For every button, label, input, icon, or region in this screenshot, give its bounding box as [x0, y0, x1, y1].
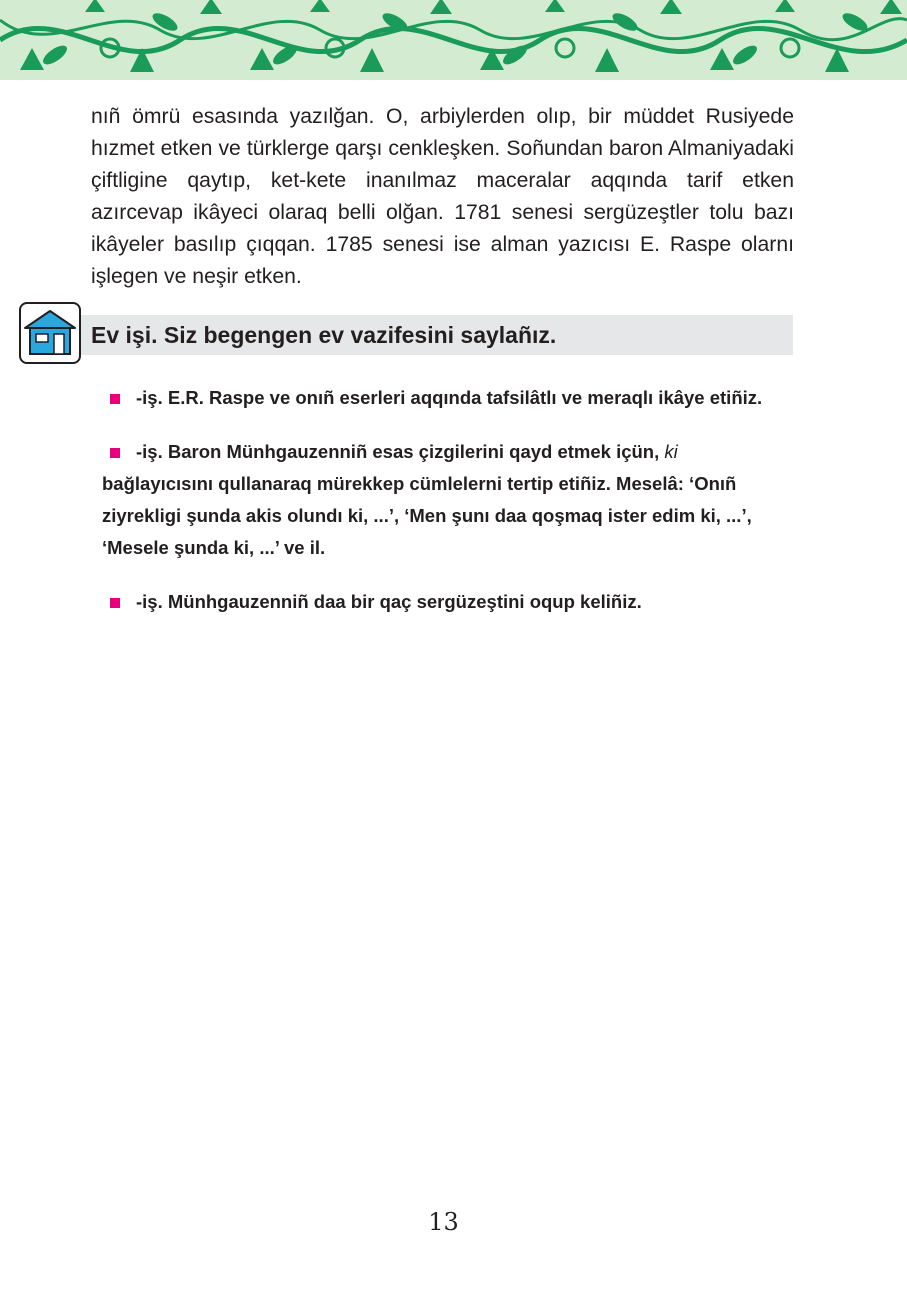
task-text: -iş. Münhgauzenniñ daa bir qaç sergüzeştini oqup keliñiz.	[136, 591, 642, 612]
task-text-after: bağlayıcısını qullanaraq mürekkep cümlelerni tertip etiñiz. Meselâ: ‘Onıñ ziyrekligi şunda akis olundı ki, ...’, ‘Men şunı daa qoşmaq ister edim ki, ...’, ‘Mesele şunda ki, ...’ ve il.	[102, 473, 752, 558]
house-icon	[19, 302, 81, 364]
floral-banner-icon	[0, 0, 907, 80]
intro-paragraph: nıñ ömrü esasında yazılğan. O, arbiylerden olıp, bir müddet Rusiyede hızmet etken ve türklerge qarşı cenkleşken. Soñundan baron Almaniyadaki çiftligine qaytıp, ket-kete inanılmaz maceralar aqqında tarif etken azırcevap ikâyeci olaraq belli olğan. 1781 senesi sergüzeştler tolu bazı ikâyeler basılıp çıqqan. 1785 senesi ise alman yazıcısı E. Raspe olarnı işlegen ve neşir etken.	[91, 105, 794, 288]
task-text-italic: ki	[664, 441, 678, 462]
list-item	[102, 586, 792, 618]
task-text: -iş. E.R. Raspe ve onıñ eserleri aqqında tafsilâtlı ve meraqlı ikâye etiñiz.	[136, 387, 763, 408]
page-number: 13	[428, 1208, 459, 1236]
list-item	[102, 436, 792, 564]
homework-title: Ev işi. Siz begengen ev vazifesini saylañız.	[91, 322, 557, 348]
list-item	[102, 382, 792, 414]
task-text-before: -iş. Baron Münhgauzenniñ esas çizgilerini qayd etmek içün,	[136, 441, 665, 462]
bullet-square-icon	[110, 394, 120, 404]
floral-banner	[0, 0, 907, 80]
bullet-square-icon	[110, 448, 120, 458]
homework-task-list	[102, 382, 792, 640]
bullet-square-icon	[110, 598, 120, 608]
